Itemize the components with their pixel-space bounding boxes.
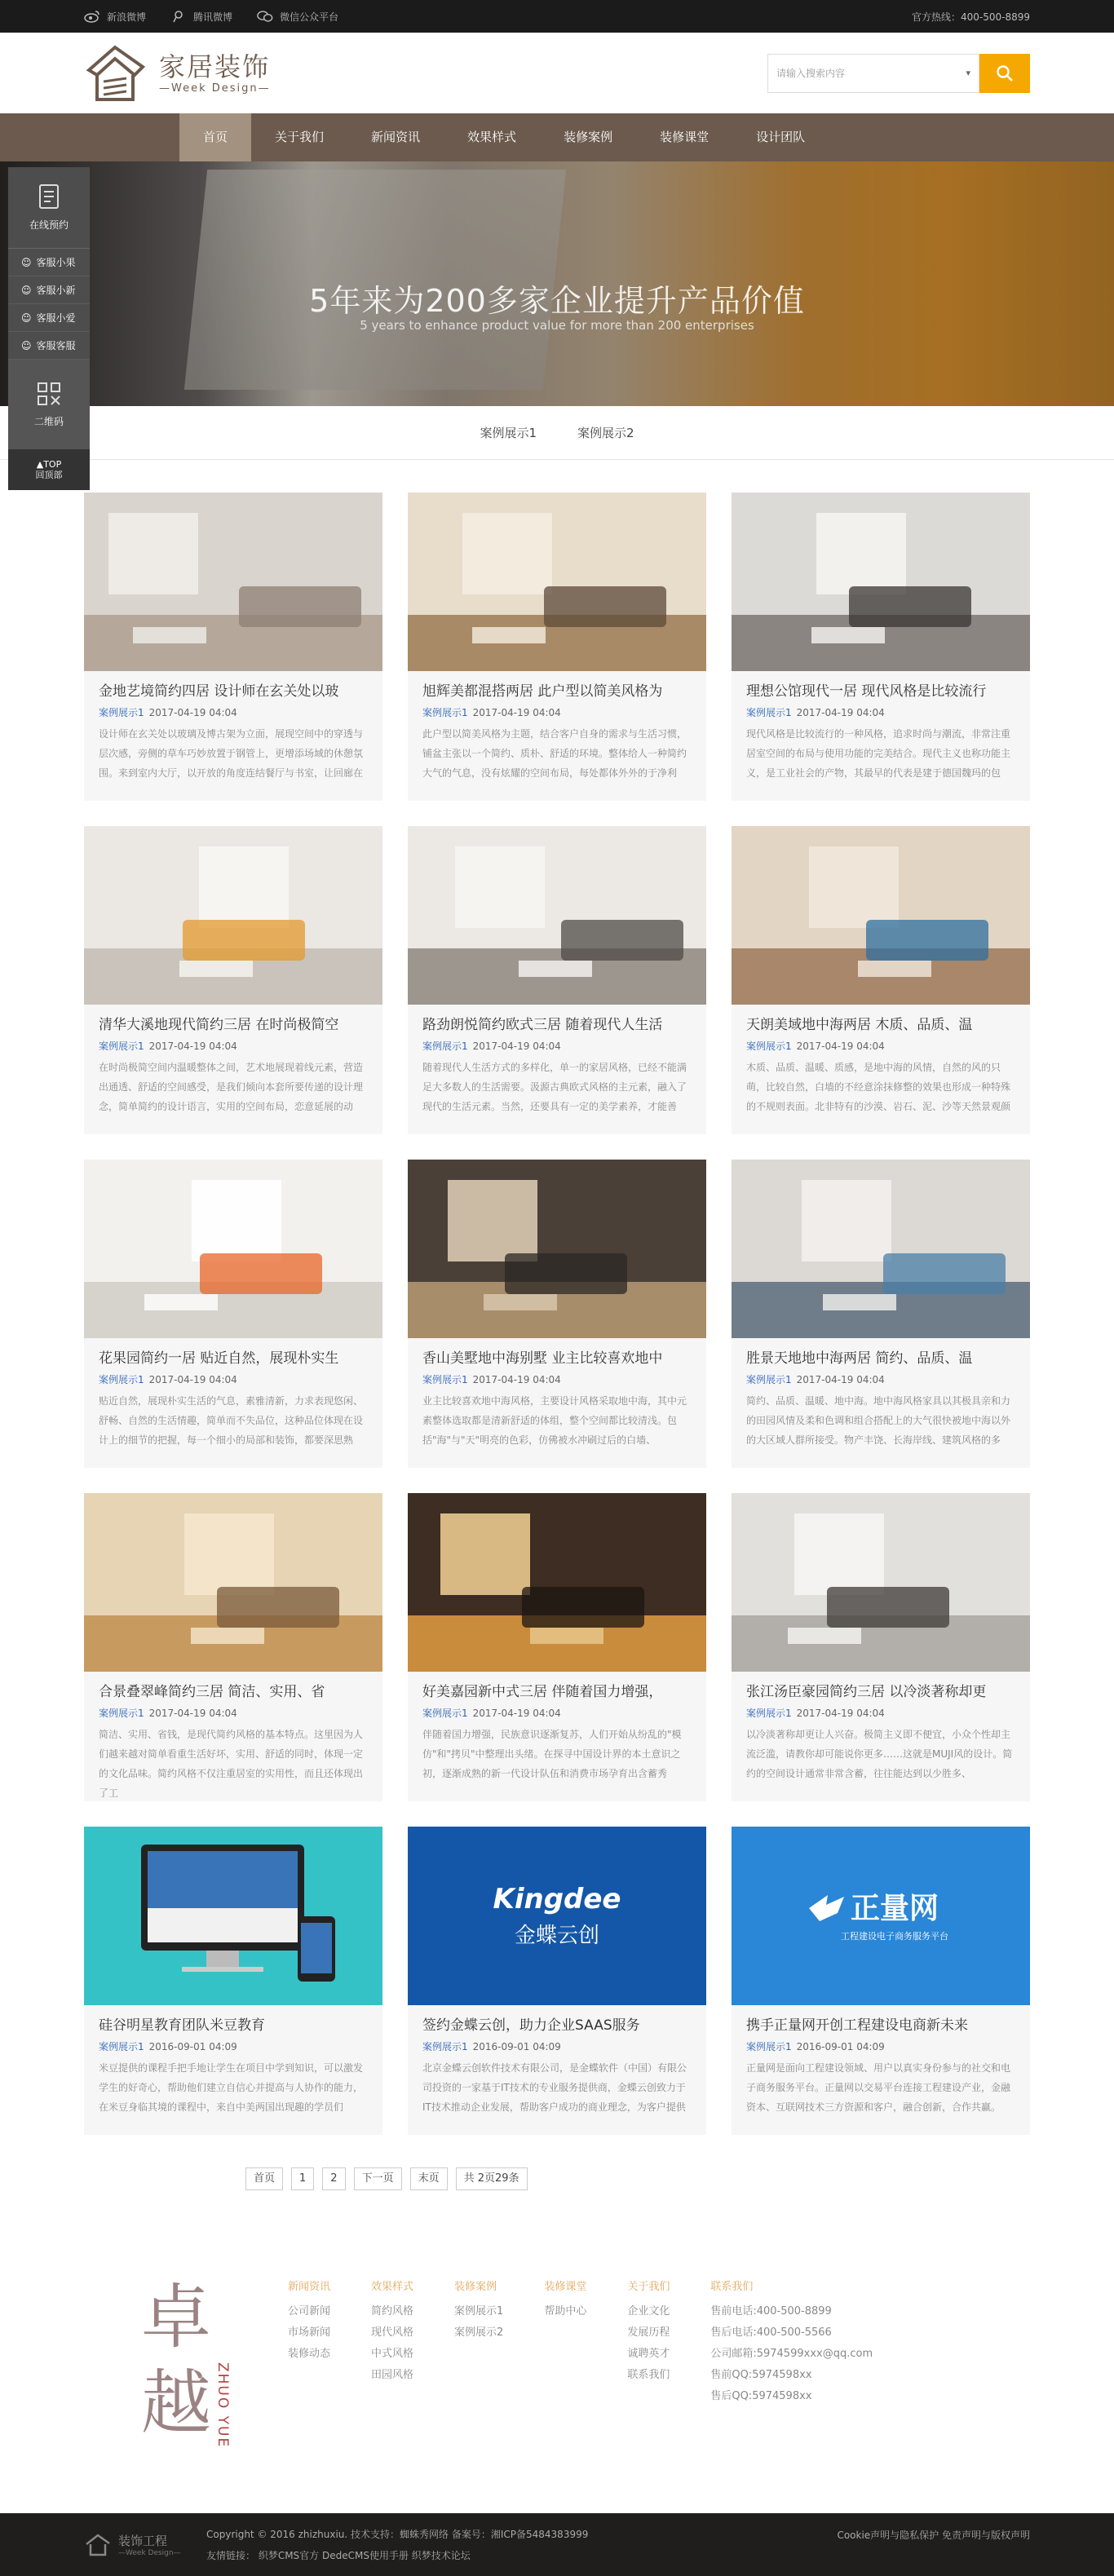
case-thumbnail[interactable] bbox=[732, 826, 1030, 1005]
logo[interactable] bbox=[84, 42, 271, 104]
case-card[interactable] bbox=[84, 1493, 382, 1801]
case-description: 贴近自然，展现朴实生活的气息，素雅清新，力求表现悠闲、舒畅、自然的生活情趣，简单而不失品位，这种品位体现在设计上的细节的把握，每一个细小的局部和装饰，都要深思熟 bbox=[99, 1395, 364, 1446]
case-meta bbox=[422, 2039, 692, 2053]
banner-title: 5年来为200多家企业提升产品价值 bbox=[309, 283, 805, 319]
footer-brand bbox=[84, 2269, 288, 2472]
case-title[interactable]: 金地艺境简约四居 设计师在玄关处以玻 bbox=[99, 683, 339, 700]
search-button[interactable] bbox=[979, 54, 1030, 93]
service-item[interactable] bbox=[8, 276, 90, 304]
case-card[interactable] bbox=[732, 826, 1030, 1134]
case-photo-image bbox=[84, 1160, 382, 1338]
qr-code-icon bbox=[37, 382, 61, 406]
case-meta bbox=[422, 1706, 692, 1720]
case-meta bbox=[422, 705, 692, 719]
case-date: 2017-04-19 04:04 bbox=[796, 1708, 885, 1719]
footer-column bbox=[627, 2277, 670, 2472]
svg-text:金蝶云创: 金蝶云创 bbox=[514, 1924, 600, 1948]
case-meta bbox=[746, 1372, 1015, 1386]
case-category[interactable]: 案例展示1 bbox=[746, 1041, 792, 1052]
case-card[interactable] bbox=[84, 1827, 382, 2135]
nav-item[interactable]: 装修课堂 bbox=[660, 130, 710, 144]
online-booking-label: 在线预约 bbox=[29, 219, 69, 231]
footer-link[interactable]: 案例展示1 bbox=[454, 2305, 504, 2318]
footer bbox=[84, 2269, 1030, 2472]
logo-title: 家居装饰 bbox=[159, 51, 271, 82]
footer-link[interactable]: 诚聘英才 bbox=[627, 2348, 670, 2360]
case-category[interactable]: 案例展示1 bbox=[99, 1041, 144, 1052]
page-button[interactable]: 首页 bbox=[245, 2167, 283, 2190]
service-item[interactable] bbox=[8, 332, 90, 360]
social-links bbox=[84, 10, 338, 24]
back-to-top-label: 回顶部 bbox=[35, 470, 63, 480]
zhengliang-logo-image bbox=[732, 1827, 1030, 2005]
case-photo-image bbox=[732, 1160, 1030, 1338]
case-photo-image bbox=[84, 826, 382, 1005]
header bbox=[0, 33, 1114, 113]
case-date: 2017-04-19 04:04 bbox=[796, 1041, 885, 1052]
case-photo-image bbox=[732, 493, 1030, 671]
case-card[interactable] bbox=[732, 1493, 1030, 1801]
qr-code-label: 二维码 bbox=[33, 415, 64, 427]
document-icon bbox=[38, 183, 60, 210]
case-date: 2017-04-19 04:04 bbox=[796, 1374, 885, 1385]
page-button[interactable]: 末页 bbox=[410, 2167, 448, 2190]
qq-icon: ☺ bbox=[21, 256, 32, 268]
case-title[interactable]: 硅谷明星教育团队米豆教育 bbox=[99, 2017, 265, 2034]
footer-link[interactable]: 公司邮箱:5974599xxx@qq.com bbox=[710, 2348, 873, 2360]
case-photo-image bbox=[84, 1827, 382, 2005]
case-meta bbox=[99, 2039, 368, 2053]
nav-item[interactable]: 装修案例 bbox=[564, 130, 613, 144]
case-grid bbox=[84, 493, 1030, 2135]
case-title[interactable]: 携手正量网开创工程建设电商新未来 bbox=[746, 2017, 968, 2034]
case-photo-image bbox=[732, 826, 1030, 1005]
case-date: 2017-04-19 04:04 bbox=[472, 1374, 561, 1385]
service-label: 客服小爱 bbox=[36, 312, 76, 324]
case-category[interactable]: 案例展示1 bbox=[746, 1708, 792, 1719]
hero-banner bbox=[0, 161, 1114, 406]
footer-column bbox=[544, 2277, 586, 2472]
case-thumbnail[interactable] bbox=[408, 826, 706, 1005]
footer-column-heading[interactable]: 装修案例 bbox=[454, 2281, 497, 2293]
house-logo-icon bbox=[84, 42, 148, 104]
case-thumbnail[interactable] bbox=[408, 1160, 706, 1338]
wechat-icon bbox=[257, 10, 273, 23]
case-category[interactable]: 案例展示1 bbox=[746, 707, 792, 718]
footer-link[interactable]: 简约风格 bbox=[371, 2305, 414, 2318]
case-thumbnail[interactable] bbox=[84, 1160, 382, 1338]
case-description: 设计师在玄关处以玻璃及博古架为立面，展现空间中的穿透与层次感，旁侧的草车巧妙放置于钢管上，更增添场域的休憩氛围。来到室内大厅，以开放的角度连结餐厅与书室，让回廊在 bbox=[99, 728, 364, 779]
case-card[interactable] bbox=[84, 493, 382, 801]
weibo-link[interactable] bbox=[84, 10, 146, 24]
tencent-weibo-link[interactable] bbox=[170, 10, 232, 24]
case-card[interactable] bbox=[408, 1827, 706, 2135]
case-meta bbox=[422, 1372, 692, 1386]
case-meta bbox=[99, 1372, 368, 1386]
case-description: 随着现代人生活方式的多样化，单一的家居风格，已经不能满足大多数人的生活需要。汲源古典欧式风格的主元素，融入了现代的生活元素。当然，还要具有一定的美学素养，才能善 bbox=[422, 1062, 687, 1112]
case-meta bbox=[746, 705, 1015, 719]
case-date: 2017-04-19 04:04 bbox=[472, 1708, 561, 1719]
case-description: 此户型以简美风格为主题，结合客户自身的需求与生活习惯，铺盆主张以一个简约、质朴、舒适的环境。整体给人一种简约大气的气息，没有炫耀的空间布局，每处都体外外的于净利 bbox=[422, 728, 687, 779]
search-input[interactable] bbox=[767, 54, 979, 93]
case-date: 2017-04-19 04:04 bbox=[148, 707, 237, 718]
case-tabs bbox=[0, 406, 1114, 460]
footer-column-heading[interactable]: 关于我们 bbox=[627, 2281, 670, 2293]
footer-link[interactable]: 案例展示2 bbox=[454, 2326, 504, 2339]
case-title[interactable]: 旭辉美都混搭两居 此户型以简美风格为 bbox=[422, 683, 663, 700]
footer-column-heading[interactable]: 装修课堂 bbox=[544, 2281, 587, 2293]
case-date: 2017-04-19 04:04 bbox=[148, 1708, 237, 1719]
qr-code-button[interactable] bbox=[8, 360, 90, 449]
main-nav bbox=[0, 113, 1114, 161]
case-category[interactable]: 案例展示1 bbox=[422, 2041, 468, 2052]
case-thumbnail[interactable] bbox=[84, 493, 382, 671]
footer-column-heading[interactable]: 联系我们 bbox=[710, 2281, 754, 2293]
footer-link[interactable]: 公司新闻 bbox=[288, 2305, 331, 2318]
case-title[interactable]: 天朗美域地中海两居 木质、品质、温 bbox=[746, 1017, 973, 1033]
nav-item[interactable]: 设计团队 bbox=[756, 130, 806, 144]
case-category[interactable]: 案例展示1 bbox=[422, 1041, 468, 1052]
footer-link[interactable]: 售前电话:400-500-8899 bbox=[710, 2305, 832, 2318]
svg-text:正量网: 正量网 bbox=[850, 1892, 939, 1925]
brand-char-2: 越 bbox=[141, 2362, 211, 2444]
svg-text:工程建设电子商务服务平台: 工程建设电子商务服务平台 bbox=[841, 1931, 948, 1942]
case-title[interactable]: 路劲朗悦简约欧式三居 随着现代人生活 bbox=[422, 1017, 663, 1033]
case-description: 现代风格是比较流行的一种风格，追求时尚与潮流，非常注重居室空间的布局与使用功能的完美结合。现代主义也称功能主义，是工业社会的产物，其最早的代表是建于德国魏玛的包 bbox=[746, 728, 1011, 779]
case-description: 简约、品质、温暖、地中海。地中海风格家具以其极具亲和力的田园风情及柔和色调和组合搭配上的大气很快被地中海以外的大区域人群所接受。物产丰饶、长海岸线、建筑风格的多 bbox=[746, 1395, 1011, 1446]
pagination bbox=[84, 2167, 1030, 2190]
service-item[interactable] bbox=[8, 249, 90, 276]
footer-column bbox=[288, 2277, 330, 2472]
case-description: 米豆提供的课程手把手地让学生在项目中学到知识，可以激发学生的好奇心，帮助他们建立自信心并提高与人协作的能力，在米豆身临其境的课程中，来自中美两国出现趣的学员们 bbox=[99, 2062, 364, 2113]
wechat-link[interactable] bbox=[257, 10, 338, 24]
search-placeholder: 请输入搜索内容 bbox=[776, 68, 846, 79]
service-label: 客服客服 bbox=[36, 340, 76, 351]
bottom-bar bbox=[0, 2513, 1114, 2576]
side-float-panel bbox=[8, 167, 90, 490]
nav-item[interactable]: 效果样式 bbox=[467, 130, 517, 144]
case-card[interactable] bbox=[732, 1827, 1030, 2135]
case-card[interactable] bbox=[732, 1160, 1030, 1468]
case-meta bbox=[746, 1039, 1015, 1053]
page-button[interactable]: 1 bbox=[291, 2167, 314, 2190]
footer-link[interactable]: 售后电话:400-500-5566 bbox=[710, 2326, 832, 2339]
case-category[interactable]: 案例展示1 bbox=[746, 2041, 792, 2052]
case-thumbnail[interactable] bbox=[84, 1493, 382, 1672]
case-category[interactable]: 案例展示1 bbox=[422, 707, 468, 718]
footer-link[interactable]: 联系我们 bbox=[627, 2369, 670, 2381]
case-title[interactable]: 签约金蝶云创，助力企业SAAS服务 bbox=[422, 2017, 640, 2034]
case-date: 2017-04-19 04:04 bbox=[796, 707, 885, 718]
weibo-label: 新浪微博 bbox=[107, 11, 147, 23]
case-card[interactable] bbox=[408, 826, 706, 1134]
case-title[interactable]: 胜景天地地中海两居 简约、品质、温 bbox=[746, 1350, 973, 1367]
case-meta bbox=[99, 705, 368, 719]
chevron-down-icon[interactable]: ▾ bbox=[966, 68, 970, 78]
case-date: 2017-04-19 04:04 bbox=[472, 707, 561, 718]
case-card[interactable] bbox=[408, 1493, 706, 1801]
footer-link[interactable]: 现代风格 bbox=[371, 2326, 414, 2339]
case-date: 2016-09-01 04:09 bbox=[472, 2041, 561, 2052]
bottom-logo-subtitle: —Week Design— bbox=[118, 2549, 181, 2557]
case-description: 以冷淡著称却更让人兴奋。极简主义即不便宜，小众个性却主流泛滥，请教你却可能说你更多……这就是MUJI风的设计。简约的空间设计通常非常含蓄，往往能达到以少胜多、 bbox=[746, 1729, 1013, 1779]
case-thumbnail[interactable] bbox=[732, 493, 1030, 671]
case-thumbnail[interactable] bbox=[84, 1827, 382, 2005]
case-title[interactable]: 理想公馆现代一居 现代风格是比较流行 bbox=[746, 683, 987, 700]
hotline: 官方热线：400-500-8899 bbox=[911, 11, 1030, 23]
case-description: 业主比较喜欢地中海风格，主要设计风格采取地中海，其中元素整体选取都是清新舒适的体组，整个空间都比较清浅。包括"海"与"天"明亮的色彩，仿佛被水冲刷过后的白墙、 bbox=[422, 1395, 687, 1446]
tencent-weibo-label: 腾讯微博 bbox=[193, 11, 233, 23]
service-label: 客服小新 bbox=[36, 285, 76, 296]
footer-column bbox=[454, 2277, 503, 2472]
case-title[interactable]: 张江汤臣豪园简约三居 以冷淡著称却更 bbox=[746, 1684, 987, 1700]
case-card[interactable] bbox=[732, 493, 1030, 801]
page-button[interactable]: 2 bbox=[322, 2167, 345, 2190]
nav-item[interactable]: 首页 bbox=[179, 113, 251, 161]
nav-item[interactable]: 关于我们 bbox=[275, 130, 325, 144]
case-date: 2017-04-19 04:04 bbox=[472, 1041, 561, 1052]
footer-column-heading[interactable]: 新闻资讯 bbox=[288, 2281, 331, 2293]
footer-link[interactable]: 中式风格 bbox=[371, 2348, 414, 2360]
qq-icon: ☺ bbox=[21, 312, 32, 324]
back-to-top-button[interactable] bbox=[8, 449, 90, 490]
case-category[interactable]: 案例展示1 bbox=[99, 1374, 144, 1385]
footer-link[interactable]: 田园风格 bbox=[371, 2369, 414, 2381]
banner-subtitle: 5 years to enhance product value for more than 200 enterprises bbox=[360, 318, 754, 333]
case-card[interactable] bbox=[84, 1160, 382, 1468]
wechat-label: 微信公众平台 bbox=[280, 11, 339, 23]
case-thumbnail[interactable] bbox=[408, 1493, 706, 1672]
case-card[interactable] bbox=[408, 493, 706, 801]
case-date: 2017-04-19 04:04 bbox=[148, 1374, 237, 1385]
bottom-logo-title: 装饰工程 bbox=[118, 2534, 168, 2548]
service-item[interactable] bbox=[8, 304, 90, 332]
nav-item[interactable]: 新闻资讯 bbox=[371, 130, 421, 144]
case-card[interactable] bbox=[84, 826, 382, 1134]
copyright: Copyright © 2016 zhizhuxiu. 技术支持：蜘蛛秀网络 备案号：湘ICP备5484383999 bbox=[206, 2528, 589, 2540]
case-thumbnail[interactable] bbox=[408, 493, 706, 671]
bottom-logo bbox=[84, 2532, 206, 2557]
search-bar bbox=[767, 54, 1030, 93]
footer-columns bbox=[288, 2269, 873, 2472]
brand-char-1: 卓 bbox=[141, 2277, 211, 2358]
case-card[interactable] bbox=[408, 1160, 706, 1468]
online-booking[interactable] bbox=[8, 167, 90, 249]
case-thumbnail[interactable] bbox=[84, 826, 382, 1005]
search-icon bbox=[996, 64, 1014, 82]
case-description: 伴随着国力增强，民族意识逐渐复苏，人们开始从纷乱的"模仿"和"拷贝"中整理出头绪。在探寻中国设计界的本土意识之初，逐渐成熟的新一代设计队伍和消费市场孕育出含蓄秀 bbox=[422, 1729, 682, 1779]
case-photo-image bbox=[732, 1493, 1030, 1672]
footer-link[interactable]: 帮助中心 bbox=[544, 2305, 587, 2318]
case-photo-image bbox=[84, 493, 382, 671]
top-label: ▲TOP bbox=[36, 459, 62, 470]
tab-case-1[interactable]: 案例展示1 bbox=[480, 426, 537, 440]
case-thumbnail[interactable] bbox=[408, 1827, 706, 2005]
case-description: 北京金蝶云创软件技术有限公司，是金蝶软件（中国）有限公司投资的一家基于IT技术的专业服务提供商，金蝶云创致力于IT技术推动企业发展，帮助客户成功的商业理念，为客户提供 bbox=[422, 2062, 687, 2113]
case-photo-image bbox=[84, 1493, 382, 1672]
case-photo-image bbox=[408, 1493, 706, 1672]
case-category[interactable]: 案例展示1 bbox=[99, 707, 144, 718]
case-description: 简洁、实用、省钱，是现代简约风格的基本特点。这里因为人们越来越对简单看重生活好坏，实用、舒适的同时，体现一定的文化品味。简约风格不仅注重居室的实用性，而且还体现出了工 bbox=[99, 1729, 364, 1799]
case-photo-image bbox=[408, 493, 706, 671]
case-category[interactable]: 案例展示1 bbox=[422, 1708, 468, 1719]
case-date: 2016-09-01 04:09 bbox=[148, 2041, 237, 2052]
case-category[interactable]: 案例展示1 bbox=[422, 1374, 468, 1385]
qq-icon: ☺ bbox=[21, 284, 32, 296]
weibo-icon bbox=[84, 10, 100, 23]
case-thumbnail[interactable] bbox=[732, 1493, 1030, 1672]
footer-column bbox=[710, 2277, 873, 2472]
footer-column bbox=[371, 2277, 413, 2472]
case-description: 在时尚极简空间内温暖整体之间，艺术地展现着线元素，营造出通透、舒适的空间感受，是我们倾向本套所要传递的设计理念，简单简约的设计语言，实用的空间布局，恋意延展的动 bbox=[99, 1062, 364, 1112]
case-date: 2016-09-01 04:09 bbox=[796, 2041, 885, 2052]
svg-text:Kingdee: Kingdee bbox=[493, 1883, 621, 1915]
case-thumbnail[interactable] bbox=[732, 1160, 1030, 1338]
case-date: 2017-04-19 04:04 bbox=[148, 1041, 237, 1052]
case-category[interactable]: 案例展示1 bbox=[746, 1374, 792, 1385]
footer-link[interactable]: 发展历程 bbox=[627, 2326, 670, 2339]
case-category[interactable]: 案例展示1 bbox=[99, 1708, 144, 1719]
case-meta bbox=[422, 1039, 692, 1053]
tab-case-2[interactable]: 案例展示2 bbox=[577, 426, 634, 440]
case-title[interactable]: 花果园简约一居 贴近自然，展现朴实生 bbox=[99, 1350, 339, 1367]
case-title[interactable]: 好美嘉园新中式三居 伴随着国力增强， bbox=[422, 1684, 663, 1700]
case-description: 木质、品质、温暖、质感，是地中海的风情，自然的风的只萌，比较自然，白墙的不经意涂抹修整的效果也形成一种特殊的不规则表面。北非特有的沙漠、岩石、泥、沙等天然景观颜 bbox=[746, 1062, 1011, 1112]
case-photo-image bbox=[408, 1160, 706, 1338]
page-button[interactable]: 下一页 bbox=[354, 2167, 402, 2190]
kingdee-logo-image bbox=[408, 1827, 706, 2005]
footer-link[interactable]: 售后QQ:5974598xx bbox=[710, 2390, 812, 2402]
footer-link[interactable]: 市场新闻 bbox=[288, 2326, 331, 2339]
case-title[interactable]: 清华大溪地现代简约三居 在时尚极简空 bbox=[99, 1017, 339, 1033]
logo-subtitle: —Week Design— bbox=[159, 82, 271, 95]
legal-links[interactable]: Cookie声明与隐私保护 免责声明与版权声明 bbox=[837, 2530, 1030, 2541]
case-meta bbox=[99, 1706, 368, 1720]
case-title[interactable]: 香山美墅地中海别墅 业主比较喜欢地中 bbox=[422, 1350, 663, 1367]
footer-link[interactable]: 企业文化 bbox=[627, 2305, 670, 2318]
case-meta bbox=[99, 1039, 368, 1053]
case-description: 正量网是面向工程建设领域、用户以真实身份参与的社交和电子商务服务平台。正量网以交易平台连接工程建设产业，金融资本、互联网技术三方资源和客户，融合创新，合作共赢。 bbox=[746, 2062, 1011, 2113]
friend-links[interactable]: 友情链接： 织梦CMS官方 DedeCMS使用手册 织梦技术论坛 bbox=[206, 2549, 471, 2561]
footer-link[interactable]: 售前QQ:5974598xx bbox=[710, 2369, 812, 2381]
case-photo-image bbox=[408, 826, 706, 1005]
tencent-weibo-icon bbox=[170, 10, 187, 23]
case-meta bbox=[746, 2039, 1015, 2053]
case-thumbnail[interactable] bbox=[732, 1827, 1030, 2005]
top-bar bbox=[0, 0, 1114, 33]
footer-column-heading[interactable]: 效果样式 bbox=[371, 2281, 414, 2293]
case-title[interactable]: 合景叠翠峰简约三居 简洁、实用、省 bbox=[99, 1684, 325, 1700]
service-label: 客服小果 bbox=[36, 257, 76, 268]
house-logo-icon bbox=[84, 2533, 112, 2557]
qq-icon: ☺ bbox=[21, 339, 32, 351]
case-category[interactable]: 案例展示1 bbox=[99, 2041, 144, 2052]
page-info: 共 2页29条 bbox=[456, 2167, 528, 2190]
case-meta bbox=[746, 1706, 1015, 1720]
brand-pinyin: ZHUO YUE bbox=[214, 2362, 231, 2449]
footer-link[interactable]: 装修动态 bbox=[288, 2348, 331, 2360]
